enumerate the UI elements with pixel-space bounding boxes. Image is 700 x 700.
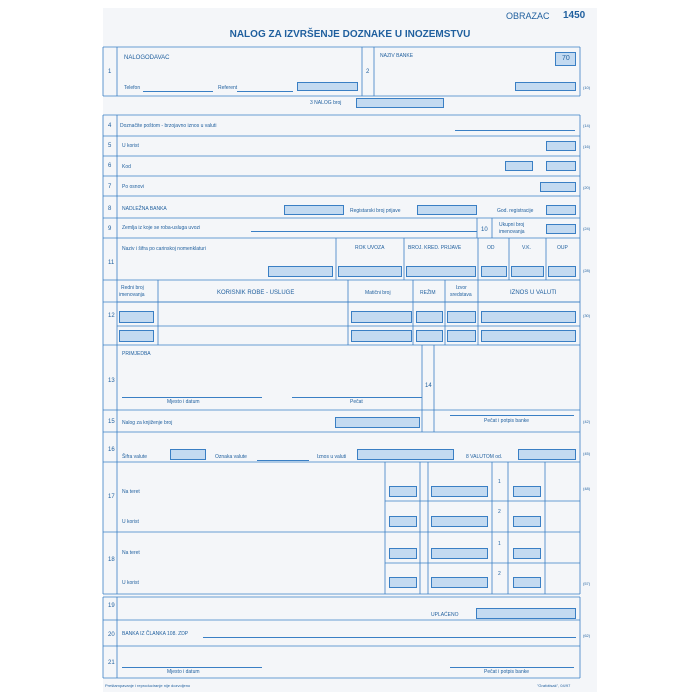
row-number-12: 12 (108, 313, 115, 319)
oup-label: OUP (557, 245, 568, 251)
banka-clanka-line (203, 637, 576, 638)
telefon-line (143, 91, 213, 92)
u-korist-field[interactable] (546, 141, 576, 151)
margin-note-16: (16) (583, 144, 591, 149)
god-registracije-field[interactable] (546, 205, 576, 215)
margin-note-30: (30) (583, 313, 591, 318)
rezim-label: REŽIM (420, 290, 436, 296)
margin-note-48: (48) (583, 486, 591, 491)
po-osnovi-field[interactable] (540, 182, 576, 192)
row-number-17: 17 (108, 494, 115, 500)
ukupni-broj-label: Ukupni broj (499, 222, 525, 228)
margin-note-14: (14) (583, 123, 591, 128)
row-number-7: 7 (108, 184, 112, 190)
margin-note-57: (57) (583, 581, 591, 586)
redni-imenovanja-label: imenovanja (119, 292, 145, 298)
vk-label: V.K. (522, 245, 531, 251)
doznacite-label: Doznačite poštom - brzojavno iznos u valuti (120, 123, 217, 129)
izvor-label: Izvor (456, 285, 467, 291)
row-number-10: 10 (481, 227, 488, 233)
redni-broj-label: Redni broj (121, 285, 144, 291)
na-teret-17-field-c[interactable] (513, 486, 541, 497)
iznos-u-valuti-label: IZNOS U VALUTI (510, 290, 557, 296)
na-teret-label-17: Na teret (122, 489, 140, 495)
uplaceno-label: UPLAĆENO (431, 612, 459, 618)
footer-left-note: Preštampavanje i reproduciranje nije dozvoljeno (105, 683, 191, 688)
mjesto-datum-line-13 (122, 397, 262, 398)
doznacite-line (455, 130, 575, 131)
footer-right-note: "Grafotisak", 04/97 (537, 683, 571, 688)
maticni-broj-label: Matični broj (365, 290, 391, 296)
kod-field-1[interactable] (505, 161, 533, 171)
nadlezna-banka-field[interactable] (284, 205, 344, 215)
pecat-label-13: Pečat (350, 399, 363, 405)
na-teret-17-field-b[interactable] (431, 486, 488, 497)
uplaceno-field[interactable] (476, 608, 576, 619)
iznos-valuti-label: Iznos u valuti (317, 454, 347, 460)
sub-number-18-1: 1 (498, 541, 501, 547)
registarski-broj-label: Registarski broj prijave (350, 208, 401, 214)
referent-label: Referent (218, 85, 238, 91)
registarski-broj-field[interactable] (417, 205, 477, 215)
sub-number-17-1: 1 (498, 479, 501, 485)
na-teret-17-field-a[interactable] (389, 486, 417, 497)
god-registracije-label: God. registracije (497, 208, 534, 214)
izvor-field-2[interactable] (447, 330, 476, 342)
row-number-16: 16 (108, 447, 115, 453)
maticni-broj-field-2[interactable] (351, 330, 412, 342)
zemlja-line (251, 231, 477, 232)
rok-uvoza-label: ROK UVOZA (355, 245, 385, 251)
telefon-label: Telefon (124, 85, 141, 91)
sub-number-17-2: 2 (498, 509, 501, 515)
iznos-valuti-field[interactable] (357, 449, 454, 460)
naziv-banke-label: NAZIV BANKE (380, 53, 414, 59)
broj-kred-field[interactable] (406, 266, 476, 277)
row-number-6: 6 (108, 163, 112, 169)
margin-note-62: (62) (583, 633, 591, 638)
row-number-8: 8 (108, 206, 112, 212)
izvor-field-1[interactable] (447, 311, 476, 323)
margin-note-28: (28) (583, 268, 591, 273)
pecat-banke-line-21 (450, 667, 574, 668)
margin-note-45: (45) (583, 451, 591, 456)
bank-code-value: 70 (562, 55, 570, 62)
nalog-knjizenje-label: Nalog za knjiženje broj (122, 420, 173, 426)
u-korist-label-18: U korist (122, 580, 139, 586)
korisnik-robe-label: KORISNIK ROBE - USLUGE (217, 290, 295, 296)
mjesto-datum-label-13: Mjesto i datum (167, 399, 200, 405)
kod-field-2[interactable] (546, 161, 576, 171)
row-number-18: 18 (108, 557, 115, 563)
margin-note-24: (24) (583, 226, 591, 231)
row-number-11: 11 (108, 260, 115, 266)
nalogodavac-label: NALOGODAVAC (124, 55, 170, 61)
vk-field[interactable] (511, 266, 544, 277)
u-korist-17-field-b[interactable] (431, 516, 488, 527)
u-korist-18-field-b[interactable] (431, 577, 488, 588)
po-osnovi-label: Po osnovi (122, 184, 144, 190)
naziv-banke-field[interactable] (515, 82, 576, 91)
banka-clanka-label: BANKA IZ ČLANKA 108. ZDP (122, 631, 189, 637)
pecat-banke-line-15 (450, 415, 574, 416)
u-korist-label-17: U korist (122, 519, 139, 525)
margin-note-42: (42) (583, 419, 591, 424)
zemlja-label: Zemlja iz koje se roba-usluga uvozi (122, 225, 201, 231)
na-teret-18-field-b[interactable] (431, 548, 488, 559)
pecat-banke-label-21: Pečat i potpis banke (484, 669, 530, 675)
mjesto-datum-line-21 (122, 667, 262, 668)
pecat-banke-label-15: Pečat i potpis banke (484, 418, 530, 424)
kod-label: Kod (122, 164, 131, 170)
redni-broj-field-2[interactable] (119, 330, 154, 342)
nalog-broj-label: 3 NALOG broj (310, 100, 342, 106)
nalog-broj-field[interactable] (356, 98, 444, 108)
row-number-13: 13 (108, 378, 115, 384)
broj-kred-label: BROJ. KRED. PRIJAVE (408, 245, 462, 251)
sifra-valute-label: Šifra valute (122, 454, 148, 460)
iznos-field-1[interactable] (481, 311, 576, 323)
referent-line (237, 91, 293, 92)
oznaka-valute-line (257, 460, 309, 461)
u-korist-18-field-c[interactable] (513, 577, 541, 588)
row-number-1: 1 (108, 69, 112, 75)
sub-number-18-2: 2 (498, 571, 501, 577)
rezim-field-1[interactable] (416, 311, 443, 323)
valutom-field[interactable] (518, 449, 576, 460)
valutom-label: 8 VALUTOM od. (466, 454, 503, 460)
pecat-line-13 (292, 397, 422, 398)
naziv-sifra-field[interactable] (268, 266, 333, 277)
oznaka-valute-label: Oznaka valute (215, 454, 247, 460)
row-number-5: 5 (108, 143, 112, 149)
margin-note-20: (20) (583, 185, 591, 190)
row-number-2: 2 (366, 69, 370, 75)
row-number-21: 21 (108, 660, 115, 666)
u-korist-17-field-c[interactable] (513, 516, 541, 527)
redni-broj-field-1[interactable] (119, 311, 154, 323)
naziv-sifra-label: Naziv i šifra po carinskoj nomenklaturi (122, 246, 206, 252)
referent-field[interactable] (297, 82, 358, 91)
na-teret-18-field-a[interactable] (389, 548, 417, 559)
ukupni-broj-field[interactable] (546, 224, 576, 234)
row-number-14: 14 (425, 383, 432, 389)
sifra-valute-field[interactable] (170, 449, 206, 460)
margin-note-10: (10) (583, 85, 591, 90)
row-number-15: 15 (108, 419, 115, 425)
maticni-broj-field-1[interactable] (351, 311, 412, 323)
oup-field[interactable] (548, 266, 576, 277)
na-teret-label-18: Na teret (122, 550, 140, 556)
ukupni-imenovanja-label: imenovanja (499, 229, 525, 235)
row-number-20: 20 (108, 632, 115, 638)
iznos-field-2[interactable] (481, 330, 576, 342)
u-korist-label: U korist (122, 143, 139, 149)
u-korist-18-field-a[interactable] (389, 577, 417, 588)
sredstava-label: sredstava (450, 292, 472, 298)
row-number-4: 4 (108, 123, 112, 129)
nadlezna-banka-label: NADLEŽNA BANKA (122, 206, 167, 212)
page-title: NALOG ZA IZVRŠENJE DOZNAKE U INOZEMSTVU (229, 29, 471, 40)
od-label: OD (487, 245, 495, 251)
form-code-number: 1450 (563, 10, 586, 21)
form-code-label: OBRAZAC (506, 11, 550, 21)
na-teret-18-field-c[interactable] (513, 548, 541, 559)
nalog-knjizenje-field[interactable] (335, 417, 420, 428)
rezim-field-2[interactable] (416, 330, 443, 342)
primjedba-label: PRIMJEDBA (122, 351, 151, 357)
mjesto-datum-label-21: Mjesto i datum (167, 669, 200, 675)
rok-uvoza-field[interactable] (338, 266, 402, 277)
u-korist-17-field-a[interactable] (389, 516, 417, 527)
row-number-19: 19 (108, 603, 115, 609)
od-field[interactable] (481, 266, 507, 277)
row-number-9: 9 (108, 226, 112, 232)
